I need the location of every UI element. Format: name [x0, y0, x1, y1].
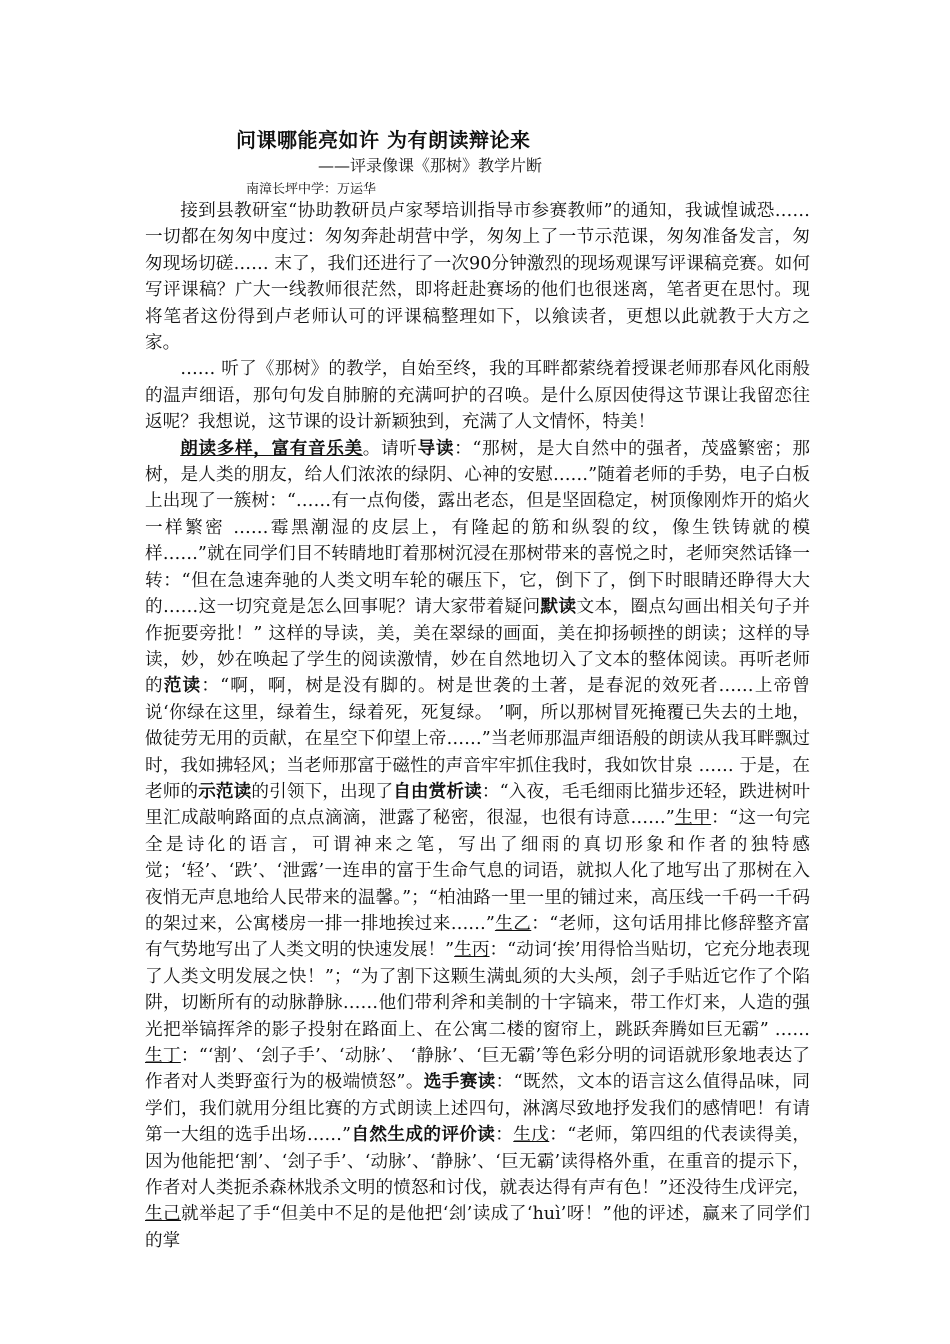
- speaker-student-a: 生甲: [674, 808, 712, 829]
- term-guided-reading: 导读: [417, 437, 455, 459]
- term-silent-reading: 默读: [540, 596, 577, 618]
- text-run: 的引领下，出现了: [251, 781, 394, 802]
- text-run: 文本，圈点勾画出相关句子并作扼要旁批！” 这样的导读，美，美在翠绿的画面，美在抑扬顿挫的朗读；这样的导读，妙，妙在唤起了学生的阅读激情，妙在自然地切入了文本的整体阅读。再听老师的: [145, 597, 810, 697]
- text-run: ：: [495, 1125, 514, 1146]
- text-run: 就举起了手“但美中不足的是他把‘刽’读成了‘huì’呀！”他的评述，赢来了同学们的掌: [145, 1204, 810, 1251]
- paragraph-text: …… 听了《那树》的教学，自始至终，我的耳畔都萦绕着授课老师那春风化雨般的温声细语，那句句发自肺腑的充满呵护的召唤。是什么原因使得这节课让我留恋往返呢？我想说，这节课的设计新颖独到，充满了人文情怀，特美！: [145, 359, 810, 433]
- paragraph-intro: [145, 198, 810, 356]
- term-demonstration-reading: 示范读: [198, 780, 252, 802]
- term-free-appreciation-reading: 自由赏析读: [393, 780, 482, 802]
- body-text: [145, 198, 810, 1254]
- document-subtitle: ——评录像课《那树》教学片断: [318, 156, 543, 175]
- text-run: ：“入夜，毛毛细雨比猫步还轻，跌进树叶里汇成敲响路面的点点滴滴，泄露了秘密，很湿，也很有诗意……”: [145, 781, 810, 829]
- text-run: ：“啊，啊，树是没有脚的。树是世袭的土著，是春泥的效死者……上帝曾说‘你绿在这里，绿着生，绿着死，死复绿。 ’啊，所以那树冒死掩覆已失去的土地，做徒劳无用的贡献，在星空下仰望上帝……”当老师那温声细语般的朗读从我耳畔飘过时，我如拂轻风；当老师那富于磁性的声音牢牢抓住我时，我如饮甘泉 …… 于是，在老师的: [145, 676, 810, 802]
- paragraph-impression: [145, 356, 810, 435]
- paragraph-reading-analysis: [145, 436, 810, 1255]
- paragraph-text: 接到县教研室“协助教研员卢家琴培训指导市参赛教师”的通知，我诚惶诚恐……一切都在匆匆中度过：匆匆奔赴胡营中学，匆匆上了一节示范课，匆匆准备发言，匆匆现场切磋…… 末了，我们还进行了一次90分钟激烈的现场观课写评课稿竞赛。如何写评课稿？广大一线教师很茫然，即将赶赴赛场的他们也很迷离，笔者更在思忖。现将笔者这份得到卢老师认可的评课稿整理如下，以飨读者，更想以此就教于大方之家。: [145, 201, 810, 354]
- text-run: ：“既然，文本的语言这么值得品味，同学们，我们就用分组比赛的方式朗读上述四句，淋漓尽致地抒发我们的感情吧！有请第一大组的选手出场……”: [145, 1072, 810, 1146]
- text-run: ：“动词‘挨’用得恰当贴切，它充分地表现了人类文明发展之快！”；“为了割下这颗生满虬须的大头颅，刽子手贴近它作了个陷阱，切断所有的动脉静脉……他们带利斧和美制的十字镐来，带工作灯来，人造的强光把举镐挥斧的影子投射在路面上、在公寓二楼的窗帘上，跳跃奔腾如巨无霸” ……: [145, 940, 810, 1040]
- text-run: ：“这一句完全是诗化的语言，可谓神来之笔，写出了细雨的真切形象和作者的独特感觉；‘轻’、‘跌’、‘泄露’一连串的富于生命气息的词语，就拟人化了地写出了那树在入夜悄无声息地给人民带来的温馨。”；“柏油路一里一里的铺过来，高压线一千码一千码的架过来，公寓楼房一排一排地挨过来……”: [145, 808, 810, 934]
- speaker-student-c: 生丙: [454, 940, 490, 961]
- text-run: ：“‘割’、‘刽子手’、‘动脉’、 ‘静脉’、‘巨无霸’等色彩分明的词语就形象地表达了作者对人类野蛮行为的极端愤怒”。: [145, 1046, 810, 1093]
- text-run: ：“老师，这句话用排比修辞整齐富有气势地写出了人类文明的快速发展！”: [145, 913, 810, 961]
- text-run: ：“那树，是大自然中的强者，茂盛繁密；那树，是人类的朋友，给人们浓浓的绿阴、心神的安慰……”随着老师的手势，电子白板上出现了一簇树：“……有一点佝偻，露出老态，但是坚固稳定，树顶像刚炸开的焰火一样繁密 ……霉黑潮湿的皮层上，有隆起的筋和纵裂的纹，像生铁铸就的模样……”就在同学们目不转睛地盯着那树沉浸在那树带来的喜悦之时，老师突然话锋一转：“但在急速奔驰的人类文明车轮的碾压下，它，倒下了，倒下时眼睛还睁得大大的……这一切究竟是怎么回事呢？请大家带着疑问: [145, 438, 810, 618]
- section-heading: 朗读多样，富有音乐美: [180, 437, 363, 459]
- author-line: 南漳长坪中学：万运华: [246, 182, 377, 197]
- document-title: 问课哪能亮如许 为有朗读辩论来: [236, 128, 531, 152]
- text-run: 。请听: [362, 438, 418, 459]
- term-evaluative-reading: 自然生成的评价读: [351, 1124, 496, 1146]
- speaker-student-b: 生乙: [494, 913, 532, 934]
- speaker-student-f: 生己: [145, 1204, 182, 1225]
- text-run: ：“老师，第四组的代表读得美，因为他能把‘割’、‘刽子手’、‘动脉’、‘静脉’、‘巨无霸’读得格外重，在重音的提示下，作者对人类扼杀森林戕杀文明的愤怒和讨伐，就表达得有声有色！”还没待生戊评完，: [145, 1125, 810, 1199]
- term-contest-reading: 选手赛读: [423, 1071, 496, 1093]
- speaker-student-d: 生丁: [145, 1046, 181, 1066]
- term-model-reading: 范读: [163, 675, 202, 697]
- speaker-student-e: 生戊: [513, 1125, 550, 1146]
